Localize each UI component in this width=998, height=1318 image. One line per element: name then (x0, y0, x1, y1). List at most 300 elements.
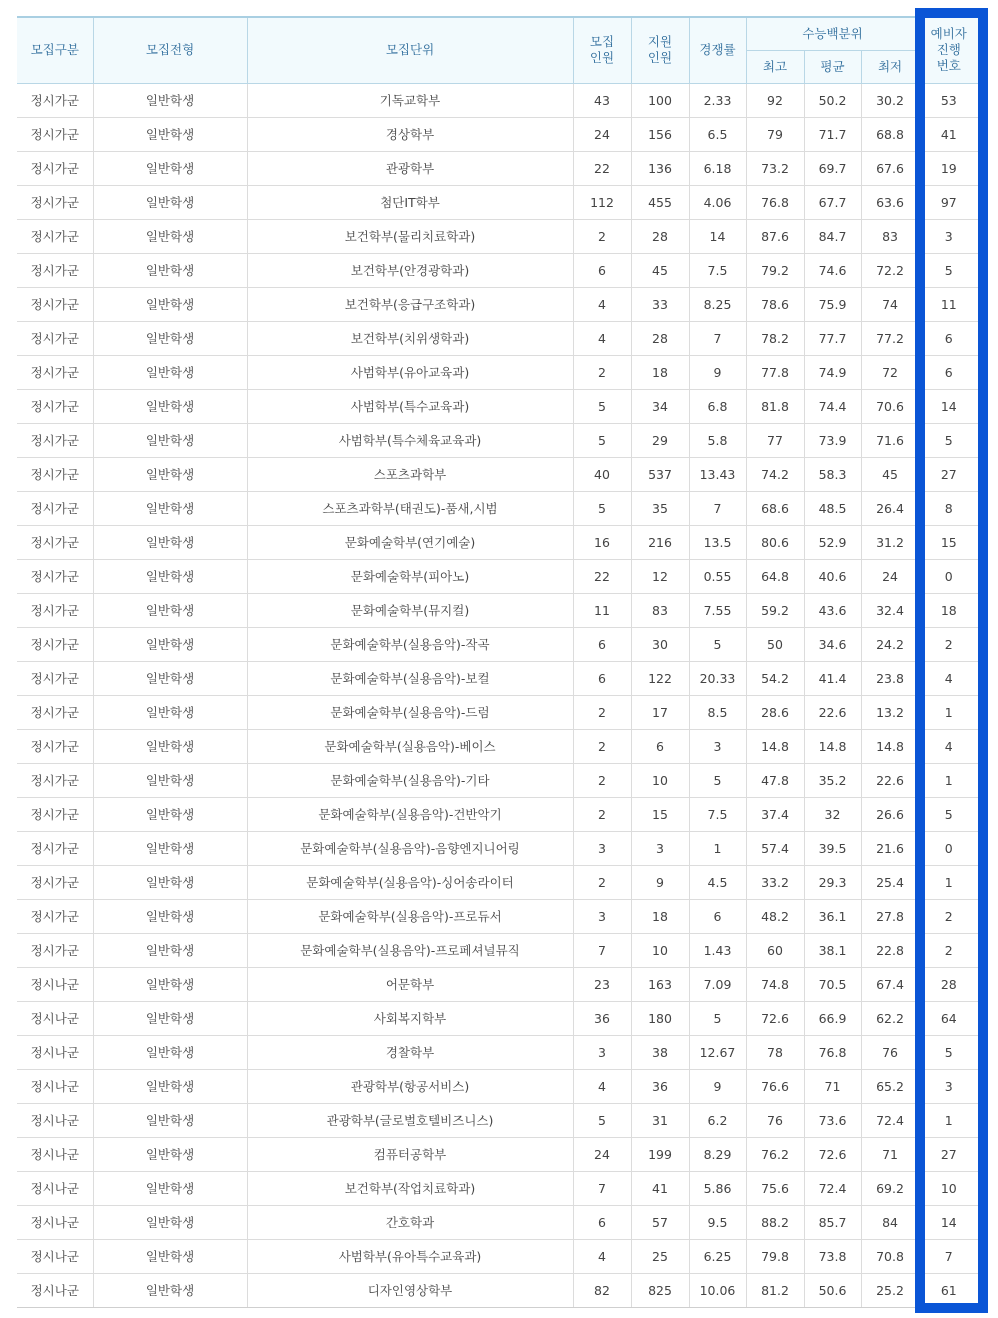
cell-waitlist: 5 (919, 1035, 978, 1069)
cell-avg: 50.2 (804, 83, 861, 117)
cell-category: 정시나군 (17, 1205, 93, 1239)
cell-unit: 보건학부(물리치료학과) (247, 219, 573, 253)
cell-max: 74.2 (746, 457, 804, 491)
cell-applicants: 12 (631, 559, 689, 593)
cell-min: 74 (861, 287, 919, 321)
table-row (17, 185, 978, 219)
cell-ratio: 9 (689, 355, 746, 389)
cell-category: 정시나군 (17, 1239, 93, 1273)
cell-unit: 문화예술학부(실용음악)-드럼 (247, 695, 573, 729)
cell-min: 26.6 (861, 797, 919, 831)
cell-max: 87.6 (746, 219, 804, 253)
cell-min: 24.2 (861, 627, 919, 661)
cell-ratio: 7.55 (689, 593, 746, 627)
cell-quota: 6 (573, 661, 631, 695)
cell-type: 일반학생 (93, 729, 247, 763)
cell-applicants: 18 (631, 355, 689, 389)
cell-unit: 문화예술학부(뮤지컬) (247, 593, 573, 627)
cell-avg: 52.9 (804, 525, 861, 559)
cell-category: 정시가군 (17, 253, 93, 287)
cell-min: 24 (861, 559, 919, 593)
cell-min: 67.4 (861, 967, 919, 1001)
cell-waitlist: 4 (919, 729, 978, 763)
cell-quota: 40 (573, 457, 631, 491)
cell-type: 일반학생 (93, 1001, 247, 1035)
cell-type: 일반학생 (93, 797, 247, 831)
table-row (17, 1001, 978, 1035)
cell-category: 정시가군 (17, 695, 93, 729)
cell-waitlist: 27 (919, 1137, 978, 1171)
cell-quota: 4 (573, 1239, 631, 1273)
cell-ratio: 4.5 (689, 865, 746, 899)
cell-type: 일반학생 (93, 1239, 247, 1273)
cell-unit: 경상학부 (247, 117, 573, 151)
table-row (17, 219, 978, 253)
cell-type: 일반학생 (93, 695, 247, 729)
cell-waitlist: 10 (919, 1171, 978, 1205)
cell-category: 정시나군 (17, 1069, 93, 1103)
table-row (17, 1069, 978, 1103)
table-row (17, 355, 978, 389)
cell-avg: 71.7 (804, 117, 861, 151)
cell-avg: 14.8 (804, 729, 861, 763)
table-row (17, 661, 978, 695)
cell-waitlist: 1 (919, 1103, 978, 1137)
cell-avg: 71 (804, 1069, 861, 1103)
table-row (17, 933, 978, 967)
cell-ratio: 6.8 (689, 389, 746, 423)
cell-applicants: 17 (631, 695, 689, 729)
cell-waitlist: 6 (919, 321, 978, 355)
cell-min: 76 (861, 1035, 919, 1069)
cell-category: 정시가군 (17, 831, 93, 865)
cell-max: 64.8 (746, 559, 804, 593)
cell-category: 정시나군 (17, 967, 93, 1001)
cell-ratio: 9 (689, 1069, 746, 1103)
cell-type: 일반학생 (93, 559, 247, 593)
cell-ratio: 12.67 (689, 1035, 746, 1069)
cell-min: 27.8 (861, 899, 919, 933)
cell-waitlist: 8 (919, 491, 978, 525)
cell-ratio: 5.8 (689, 423, 746, 457)
cell-quota: 22 (573, 151, 631, 185)
cell-unit: 문화예술학부(피아노) (247, 559, 573, 593)
cell-min: 30.2 (861, 83, 919, 117)
cell-avg: 73.6 (804, 1103, 861, 1137)
cell-quota: 6 (573, 253, 631, 287)
cell-min: 21.6 (861, 831, 919, 865)
cell-type: 일반학생 (93, 321, 247, 355)
cell-type: 일반학생 (93, 1205, 247, 1239)
cell-max: 81.8 (746, 389, 804, 423)
table-row (17, 797, 978, 831)
cell-waitlist: 5 (919, 423, 978, 457)
cell-ratio: 10.06 (689, 1273, 746, 1307)
cell-avg: 73.8 (804, 1239, 861, 1273)
cell-unit: 스포츠과학부 (247, 457, 573, 491)
cell-type: 일반학생 (93, 151, 247, 185)
header-type: 모집전형 (93, 17, 247, 83)
table-row (17, 1205, 978, 1239)
cell-waitlist: 64 (919, 1001, 978, 1035)
cell-min: 32.4 (861, 593, 919, 627)
cell-avg: 32 (804, 797, 861, 831)
cell-applicants: 180 (631, 1001, 689, 1035)
cell-applicants: 30 (631, 627, 689, 661)
cell-quota: 2 (573, 219, 631, 253)
cell-avg: 34.6 (804, 627, 861, 661)
cell-type: 일반학생 (93, 1273, 247, 1307)
table-row (17, 423, 978, 457)
cell-unit: 첨단IT학부 (247, 185, 573, 219)
cell-category: 정시가군 (17, 83, 93, 117)
cell-min: 72 (861, 355, 919, 389)
cell-waitlist: 28 (919, 967, 978, 1001)
cell-quota: 2 (573, 695, 631, 729)
cell-max: 78 (746, 1035, 804, 1069)
cell-ratio: 3 (689, 729, 746, 763)
cell-category: 정시가군 (17, 117, 93, 151)
cell-avg: 76.8 (804, 1035, 861, 1069)
header-avg: 평균 (804, 50, 861, 83)
cell-min: 70.8 (861, 1239, 919, 1273)
cell-ratio: 6 (689, 899, 746, 933)
cell-applicants: 100 (631, 83, 689, 117)
cell-min: 68.8 (861, 117, 919, 151)
cell-applicants: 537 (631, 457, 689, 491)
cell-waitlist: 4 (919, 661, 978, 695)
cell-applicants: 199 (631, 1137, 689, 1171)
table-row (17, 1239, 978, 1273)
cell-category: 정시가군 (17, 457, 93, 491)
cell-avg: 43.6 (804, 593, 861, 627)
cell-max: 80.6 (746, 525, 804, 559)
header-unit: 모집단위 (247, 17, 573, 83)
cell-category: 정시가군 (17, 491, 93, 525)
cell-min: 23.8 (861, 661, 919, 695)
cell-min: 71.6 (861, 423, 919, 457)
cell-avg: 84.7 (804, 219, 861, 253)
cell-applicants: 10 (631, 933, 689, 967)
cell-applicants: 25 (631, 1239, 689, 1273)
cell-min: 83 (861, 219, 919, 253)
cell-unit: 문화예술학부(실용음악)-건반악기 (247, 797, 573, 831)
cell-waitlist: 7 (919, 1239, 978, 1273)
cell-unit: 스포츠과학부(태권도)-품새,시범 (247, 491, 573, 525)
cell-waitlist: 1 (919, 865, 978, 899)
table-row (17, 899, 978, 933)
cell-type: 일반학생 (93, 1171, 247, 1205)
cell-type: 일반학생 (93, 457, 247, 491)
cell-type: 일반학생 (93, 117, 247, 151)
cell-avg: 74.6 (804, 253, 861, 287)
cell-max: 76.8 (746, 185, 804, 219)
cell-max: 48.2 (746, 899, 804, 933)
cell-type: 일반학생 (93, 423, 247, 457)
cell-category: 정시나군 (17, 1137, 93, 1171)
cell-min: 77.2 (861, 321, 919, 355)
cell-waitlist: 2 (919, 899, 978, 933)
cell-quota: 4 (573, 321, 631, 355)
cell-waitlist: 41 (919, 117, 978, 151)
table-row (17, 525, 978, 559)
cell-quota: 22 (573, 559, 631, 593)
cell-applicants: 216 (631, 525, 689, 559)
cell-type: 일반학생 (93, 865, 247, 899)
cell-type: 일반학생 (93, 185, 247, 219)
cell-max: 77 (746, 423, 804, 457)
cell-waitlist: 27 (919, 457, 978, 491)
table-row (17, 1171, 978, 1205)
cell-unit: 간호학과 (247, 1205, 573, 1239)
cell-category: 정시나군 (17, 1273, 93, 1307)
cell-unit: 사범학부(특수체육교육과) (247, 423, 573, 457)
cell-ratio: 7.5 (689, 797, 746, 831)
cell-waitlist: 2 (919, 627, 978, 661)
cell-unit: 문화예술학부(실용음악)-싱어송라이터 (247, 865, 573, 899)
cell-category: 정시가군 (17, 797, 93, 831)
cell-avg: 50.6 (804, 1273, 861, 1307)
cell-applicants: 455 (631, 185, 689, 219)
cell-max: 78.6 (746, 287, 804, 321)
cell-max: 47.8 (746, 763, 804, 797)
table-row (17, 389, 978, 423)
cell-quota: 112 (573, 185, 631, 219)
cell-ratio: 7.09 (689, 967, 746, 1001)
cell-avg: 67.7 (804, 185, 861, 219)
cell-ratio: 8.29 (689, 1137, 746, 1171)
cell-applicants: 41 (631, 1171, 689, 1205)
cell-type: 일반학생 (93, 593, 247, 627)
cell-max: 60 (746, 933, 804, 967)
cell-avg: 35.2 (804, 763, 861, 797)
cell-category: 정시가군 (17, 219, 93, 253)
cell-quota: 7 (573, 1171, 631, 1205)
cell-unit: 문화예술학부(실용음악)-베이스 (247, 729, 573, 763)
cell-applicants: 9 (631, 865, 689, 899)
cell-max: 78.2 (746, 321, 804, 355)
cell-min: 72.2 (861, 253, 919, 287)
table-row (17, 1103, 978, 1137)
table-row (17, 627, 978, 661)
cell-quota: 2 (573, 763, 631, 797)
cell-applicants: 122 (631, 661, 689, 695)
cell-applicants: 15 (631, 797, 689, 831)
cell-category: 정시가군 (17, 355, 93, 389)
cell-quota: 2 (573, 865, 631, 899)
cell-applicants: 38 (631, 1035, 689, 1069)
header-percentile: 수능백분위 (746, 17, 919, 50)
cell-unit: 사회복지학부 (247, 1001, 573, 1035)
cell-applicants: 10 (631, 763, 689, 797)
cell-avg: 70.5 (804, 967, 861, 1001)
cell-avg: 74.9 (804, 355, 861, 389)
cell-type: 일반학생 (93, 287, 247, 321)
cell-type: 일반학생 (93, 1069, 247, 1103)
header-min: 최저 (861, 50, 919, 83)
cell-category: 정시가군 (17, 763, 93, 797)
cell-ratio: 5 (689, 1001, 746, 1035)
cell-applicants: 3 (631, 831, 689, 865)
cell-category: 정시나군 (17, 1035, 93, 1069)
cell-type: 일반학생 (93, 525, 247, 559)
cell-waitlist: 3 (919, 1069, 978, 1103)
cell-max: 79 (746, 117, 804, 151)
cell-ratio: 8.25 (689, 287, 746, 321)
cell-unit: 문화예술학부(실용음악)-보컬 (247, 661, 573, 695)
cell-category: 정시가군 (17, 525, 93, 559)
cell-quota: 36 (573, 1001, 631, 1035)
cell-type: 일반학생 (93, 967, 247, 1001)
cell-min: 72.4 (861, 1103, 919, 1137)
cell-category: 정시가군 (17, 559, 93, 593)
cell-unit: 문화예술학부(실용음악)-음향엔지니어링 (247, 831, 573, 865)
cell-waitlist: 61 (919, 1273, 978, 1307)
header-max: 최고 (746, 50, 804, 83)
cell-applicants: 18 (631, 899, 689, 933)
cell-max: 28.6 (746, 695, 804, 729)
cell-type: 일반학생 (93, 253, 247, 287)
cell-min: 67.6 (861, 151, 919, 185)
cell-avg: 74.4 (804, 389, 861, 423)
cell-category: 정시가군 (17, 185, 93, 219)
cell-quota: 5 (573, 491, 631, 525)
cell-category: 정시나군 (17, 1103, 93, 1137)
cell-avg: 85.7 (804, 1205, 861, 1239)
cell-waitlist: 18 (919, 593, 978, 627)
cell-applicants: 83 (631, 593, 689, 627)
cell-avg: 41.4 (804, 661, 861, 695)
cell-category: 정시가군 (17, 593, 93, 627)
cell-applicants: 825 (631, 1273, 689, 1307)
cell-waitlist: 11 (919, 287, 978, 321)
cell-ratio: 8.5 (689, 695, 746, 729)
cell-quota: 6 (573, 1205, 631, 1239)
cell-waitlist: 5 (919, 797, 978, 831)
table-row (17, 1137, 978, 1171)
cell-ratio: 9.5 (689, 1205, 746, 1239)
cell-min: 22.6 (861, 763, 919, 797)
header-ratio: 경쟁률 (689, 17, 746, 83)
cell-quota: 2 (573, 355, 631, 389)
cell-type: 일반학생 (93, 831, 247, 865)
cell-unit: 컴퓨터공학부 (247, 1137, 573, 1171)
table-row (17, 83, 978, 117)
cell-ratio: 4.06 (689, 185, 746, 219)
cell-unit: 문화예술학부(실용음악)-프로페셔널뮤직 (247, 933, 573, 967)
cell-applicants: 29 (631, 423, 689, 457)
cell-quota: 5 (573, 423, 631, 457)
cell-avg: 38.1 (804, 933, 861, 967)
cell-type: 일반학생 (93, 899, 247, 933)
cell-category: 정시가군 (17, 151, 93, 185)
cell-max: 68.6 (746, 491, 804, 525)
table-row (17, 151, 978, 185)
cell-category: 정시가군 (17, 899, 93, 933)
cell-unit: 보건학부(응급구조학과) (247, 287, 573, 321)
cell-ratio: 1.43 (689, 933, 746, 967)
cell-applicants: 33 (631, 287, 689, 321)
cell-quota: 5 (573, 389, 631, 423)
cell-category: 정시가군 (17, 865, 93, 899)
cell-max: 50 (746, 627, 804, 661)
cell-unit: 보건학부(안경광학과) (247, 253, 573, 287)
cell-unit: 문화예술학부(실용음악)-작곡 (247, 627, 573, 661)
cell-min: 45 (861, 457, 919, 491)
cell-min: 84 (861, 1205, 919, 1239)
cell-category: 정시가군 (17, 423, 93, 457)
cell-applicants: 31 (631, 1103, 689, 1137)
cell-avg: 72.4 (804, 1171, 861, 1205)
cell-max: 79.8 (746, 1239, 804, 1273)
table-body (17, 83, 978, 1307)
cell-ratio: 0.55 (689, 559, 746, 593)
cell-ratio: 5 (689, 627, 746, 661)
header-quota: 모집 인원 (573, 17, 631, 83)
cell-type: 일반학생 (93, 1035, 247, 1069)
cell-avg: 73.9 (804, 423, 861, 457)
cell-max: 74.8 (746, 967, 804, 1001)
cell-applicants: 28 (631, 219, 689, 253)
cell-ratio: 6.5 (689, 117, 746, 151)
table-row (17, 695, 978, 729)
cell-min: 63.6 (861, 185, 919, 219)
cell-min: 62.2 (861, 1001, 919, 1035)
cell-waitlist: 14 (919, 1205, 978, 1239)
cell-quota: 4 (573, 1069, 631, 1103)
cell-avg: 58.3 (804, 457, 861, 491)
table-row (17, 729, 978, 763)
table-row (17, 1273, 978, 1307)
cell-waitlist: 0 (919, 559, 978, 593)
cell-quota: 2 (573, 797, 631, 831)
cell-max: 76.6 (746, 1069, 804, 1103)
cell-ratio: 1 (689, 831, 746, 865)
cell-max: 72.6 (746, 1001, 804, 1035)
cell-ratio: 13.43 (689, 457, 746, 491)
cell-min: 25.4 (861, 865, 919, 899)
cell-min: 71 (861, 1137, 919, 1171)
cell-max: 14.8 (746, 729, 804, 763)
cell-min: 31.2 (861, 525, 919, 559)
cell-quota: 4 (573, 287, 631, 321)
cell-max: 33.2 (746, 865, 804, 899)
cell-ratio: 14 (689, 219, 746, 253)
cell-quota: 24 (573, 1137, 631, 1171)
cell-min: 69.2 (861, 1171, 919, 1205)
cell-unit: 사범학부(유아교육과) (247, 355, 573, 389)
table-row (17, 1035, 978, 1069)
cell-min: 14.8 (861, 729, 919, 763)
cell-avg: 48.5 (804, 491, 861, 525)
cell-type: 일반학생 (93, 219, 247, 253)
cell-category: 정시가군 (17, 661, 93, 695)
cell-max: 73.2 (746, 151, 804, 185)
cell-category: 정시가군 (17, 287, 93, 321)
cell-type: 일반학생 (93, 933, 247, 967)
cell-max: 77.8 (746, 355, 804, 389)
cell-min: 25.2 (861, 1273, 919, 1307)
cell-unit: 보건학부(작업치료학과) (247, 1171, 573, 1205)
cell-quota: 24 (573, 117, 631, 151)
cell-ratio: 7 (689, 321, 746, 355)
cell-unit: 어문학부 (247, 967, 573, 1001)
cell-category: 정시가군 (17, 933, 93, 967)
cell-unit: 경찰학부 (247, 1035, 573, 1069)
table-row (17, 321, 978, 355)
table-row (17, 287, 978, 321)
cell-unit: 사범학부(특수교육과) (247, 389, 573, 423)
